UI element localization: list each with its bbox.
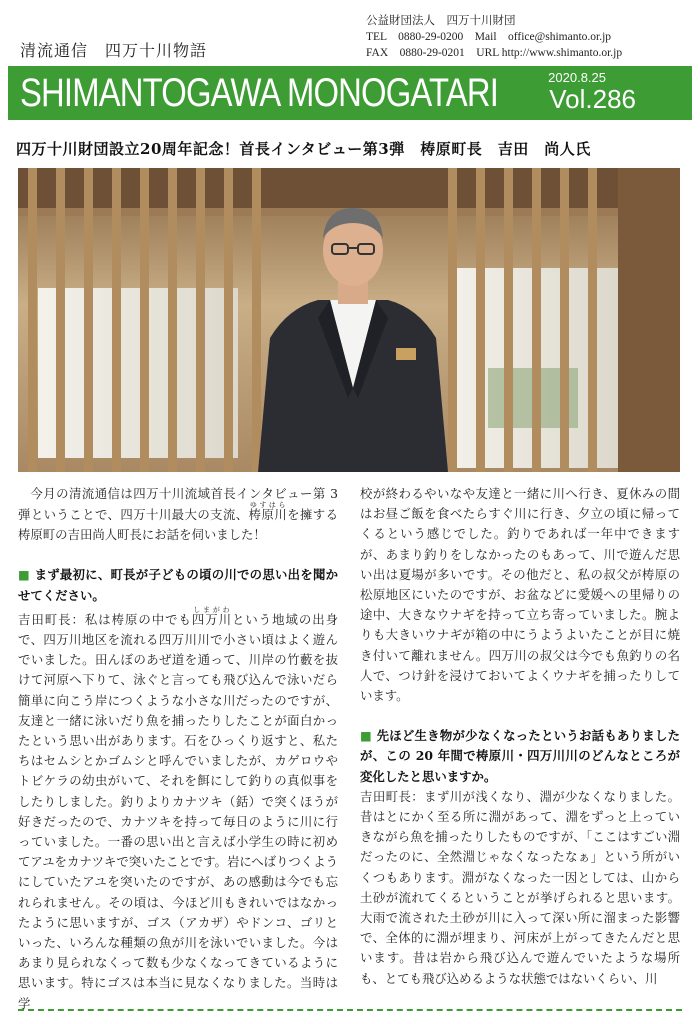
intro-ruby-reading: ゆすはら [248,501,287,509]
answer-1-ruby [191,605,232,627]
organization-name: 公益財団法人 四万十川財団 [366,15,516,27]
issue-volume: Vol.286 [549,84,636,114]
newsletter-title: SHIMANTOGAWA MONOGATARI [20,71,499,115]
title-banner [8,66,692,120]
answer-1-ruby-base: 四万川 [191,611,232,627]
square-bullet-icon: ■ [360,728,377,744]
answer-1-text-b: という地域の出身で、四万川地区を流れる四万川川で小さい頃はよく遊んでいました。田んぼのあぜ道を通って、川岸の竹藪を抜けて河原へ下りて、泳ぐと言っても飛び込んで泳いだら簡単に向こう岸につくような小さな川だったのですが、友達と一緒に泳いだり魚を捕ったりしたことが面白かったという思い出があります。石をひっくり返すと、私たちはセムシとかゴムシと呼んでいましたが、カゲロウやトビケラの幼虫がいて、それを餌にして釣りの真似事をしたりしました。釣りよりカナツキ（銛）で突くほうが好きだったので、カナツキを持って毎日のように川に行っていました。一番の思い出と言えば小学生の時に初めてアユをカナツキで突いたことです。岩にへばりつくようにしていたアユを突いたのですが、あの感動は今でも忘れられません。その頃は、今ほど川もきれいではなかったように思いますが、ゴス（アカザ）やドンコ、ゴリといった、いろんな種類の魚が川を泳いでいました。今はあまり見られなくって数も少なくなってきているように思います。特にゴスは本当に見なくなりました。当時は学 [18,611,339,1011]
intro-ruby [248,501,288,522]
question-2 [360,726,680,787]
fax-url-line: FAX 0880-29-0201 URL http://www.shimanto.or.jp [366,47,623,59]
article-right-column [360,484,680,989]
intro-text-b: を擁する梼原町の吉田尚人町長にお話を伺いました！ [18,507,338,543]
question-2-text: 先ほど生き物が少なくなったというお話もありましたが、この 20 年間で梼原川・四万川川のどんなところが変化したと思いますか。 [360,728,681,784]
answer-1 [18,606,338,1014]
article-headline: 四万十川財団設立20周年記念！首長インタビュー第3弾 梼原町長 吉田 尚人氏 [16,140,591,158]
square-bullet-icon: ■ [18,567,35,583]
answer-1-ruby-reading: しまがわ [191,605,232,614]
answer-1-text-a: 吉田町長：私は梼原の中でも [18,611,192,627]
question-1 [18,565,338,605]
newsletter-subtitle: 清流通信 四万十川物語 [20,41,208,60]
contact-block [366,13,622,61]
tel-mail-line: TEL 0880-29-0200 Mail office@shimanto.or.jp [366,31,612,43]
interview-photo [18,168,680,472]
intro-text-a: 今月の清流通信は四万十川流域首長インタビュー第 3 弾ということで、四万十川最大の支流、 [18,486,338,522]
article-intro [18,484,338,545]
intro-ruby-base: 梼原川 [248,507,288,522]
footer-dashed-divider [18,1009,682,1011]
issue-date: 2020.8.25 [548,70,606,85]
article-left-column [18,484,338,1014]
answer-1-continued: 校が終わるやいなや友達と一緒に川へ行き、夏休みの間はお昼ご飯を食べたらすぐ川に行き、夕立の頃に帰ってくるという感じでした。釣りであれば一年中できますが、あまり釣りをしなかったのもあって、川で遊んだ思い出は夏場が多いです。その他だと、私の叔父が梼原の松原地区にいたのですが、お盆などに愛媛への里帰りの途中、大きなウナギを持って立ち寄っていました。腕よりも大きいウナギが箱の中にうようよいたことが目に焼き付いて離れません。四万川の叔父は今でも魚釣りの名人で、つけ針を浸けておいてよくウナギを捕ったりしています。 [360,486,680,704]
answer-2: 吉田町長：まず川が浅くなり、淵が少なくなりました。昔はとにかく至る所に淵があって、淵をずっと上っていきながら魚を捕ったりしたものですが、「ここはすごい淵だったのに、全然淵じゃなくなったなぁ」という所がいくつもあります。淵がなくなった一因としては、山から土砂が流れてくるということが挙げられると思います。大雨で流された土砂が川に入って深い所に溜まった影響で、全体的に淵が埋まり、河床が上がってきたんだと思います。昔は岩から飛び込んで遊んでいたような場所も、とても飛び込めるような状態ではないくらい、川 [360,788,680,986]
question-1-text: まず最初に、町長が子どもの頃の川での思い出を聞かせてください。 [18,567,339,603]
interview-photo-illustration [18,168,680,472]
